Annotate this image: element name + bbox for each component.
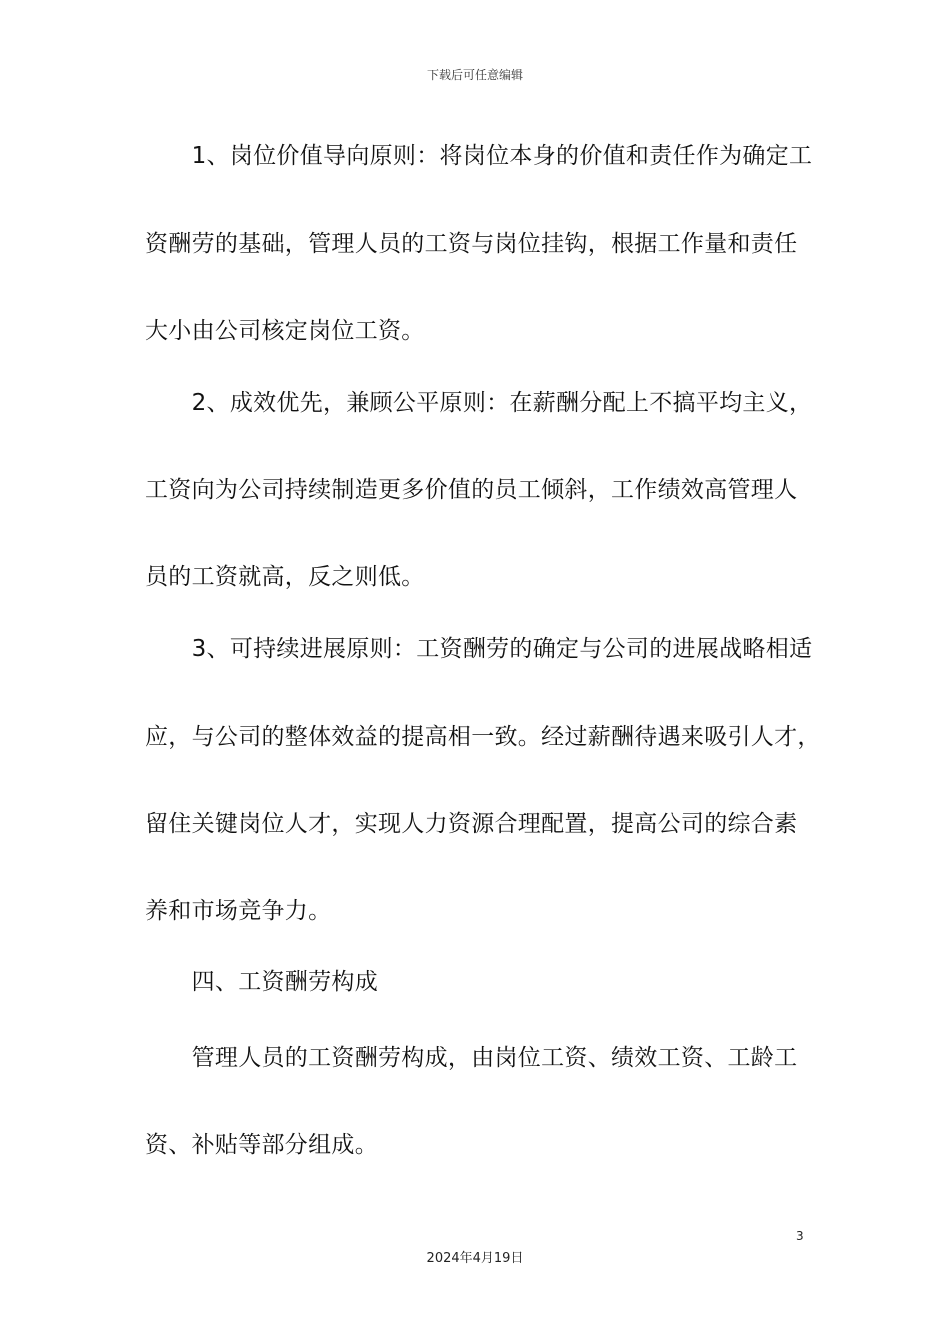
paragraph-line: 资、补贴等部分组成。: [145, 1132, 378, 1158]
paragraph-line: 养和市场竞争力。: [145, 898, 332, 924]
paragraph-line: 资酬劳的基础，管理人员的工资与岗位挂钩，根据工作量和责任: [145, 231, 798, 257]
page-number: 3: [796, 1229, 804, 1243]
paragraph-line: 1、岗位价值导向原则：将岗位本身的价值和责任作为确定工: [145, 143, 813, 169]
paragraph-line: 3、可持续进展原则：工资酬劳的确定与公司的进展战略相适: [145, 636, 813, 662]
paragraph-line: 2、成效优先，兼顾公平原则：在薪酬分配上不搞平均主义，: [145, 390, 813, 416]
section-heading: 四、工资酬劳构成: [145, 969, 378, 995]
paragraph-line: 大小由公司核定岗位工资。: [145, 318, 425, 344]
paragraph-line: 留住关键岗位人才，实现人力资源合理配置，提高公司的综合素: [145, 811, 798, 837]
paragraph-line: 员的工资就高，反之则低。: [145, 564, 425, 590]
page-header: 下载后可任意编辑: [426, 68, 523, 82]
paragraph-line: 管理人员的工资酬劳构成，由岗位工资、绩效工资、工龄工: [145, 1045, 798, 1071]
footer-date: 2024年4月19日: [426, 1251, 524, 1266]
paragraph-line: 工资向为公司持续制造更多价值的员工倾斜，工作绩效高管理人: [145, 477, 798, 503]
paragraph-line: 应，与公司的整体效益的提高相一致。经过薪酬待遇来吸引人才，: [145, 724, 821, 750]
